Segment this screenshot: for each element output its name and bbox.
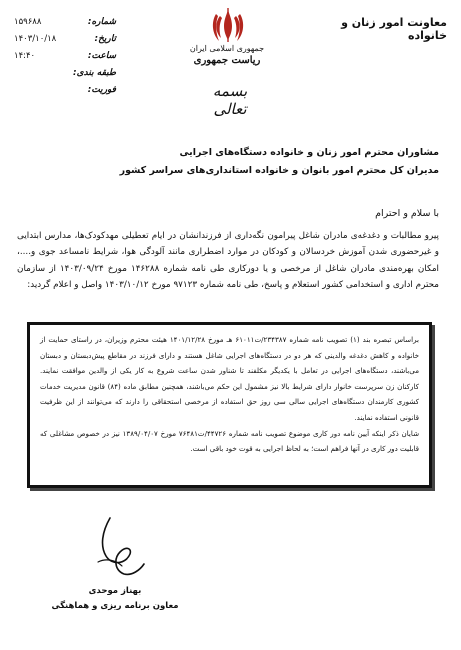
- greeting: با سلام و احترام: [375, 208, 439, 219]
- addressee-block: [19, 144, 439, 180]
- quote-paragraph-1: براساس تبصره بند (۱) تصویب نامه شماره ۲۳۴۳۸۷/ت۶۱۰۱۱ هـ مورخ ۱۴۰۱/۱۲/۲۸ هیئت محترم وزیران، در راستای حمایت از خانواده و کاهش دغدغه والدینی که هر دو در دستگاه‌های اجرایی شاغل هستند و دارای فرزند در مقاطع پیش‌دبستان و دبستان می‌باشند، دستگاه‌های اجرایی در تعامل با یکدیگر مکلفند تا شناور شدن ساعت شروع به کار یکی از والدین موافقت نمایند. کارکنان زن سرپرست خانوار دارای شرایط بالا نیز مشمول این حکم می‌باشند، همچنین مطابق ماده (۸۴) قانون مدیریت خدمات کشوری کارمندان دستگاه‌های اجرایی سالی سی روز حق استفاده از مرخصی استحقاقی را دارند که می‌توانند از این ظرفیت قانونی استفاده نمایند.: [40, 335, 419, 422]
- meta-urgency-row: [14, 82, 116, 99]
- presidency-text: ریاست جمهوری: [193, 55, 261, 66]
- addressee-line-1: مشاوران محترم امور زنان و خانواده دستگاه‌های اجرایی: [179, 147, 439, 158]
- signatory-name: بهناز موحدی: [88, 586, 142, 596]
- quoted-regulation-box: [27, 322, 432, 488]
- meta-time-value: ۱۴:۴۰: [14, 51, 36, 61]
- organization-title: معاونت امور زنان و خانواده: [341, 16, 447, 42]
- letter-body: پیرو مطالبات و دغدغه‌ی مادران شاغل پیرامون نگه‌داری از فرزندانشان در ایام تعطیلی مهدکودک‌ها، مدارس ابتدایی و غیرحضوری شدن آموزش خردسالان و کودکان در موارد اضطراری مانند آلودگی هوا، شرایط نامساعد جوی و....، امکان بهره‌مندی مادران شاغل از مرخصی و یا دورکاری طی نامه شماره ۱۴۶۲۸۸ مورخ ۱۴۰۳/۰۹/۲۴ از سازمان محترم اداری و استخدامی کشور استعلام و پاسخ، طی نامه شماره ۹۷۱۲۳ مورخ ۱۴۰۳/۱۰/۱۲ واصل و اعلام گردید:: [17, 231, 440, 291]
- republic-text: جمهوری اسلامی ایران: [189, 44, 265, 53]
- meta-number-value: ۱۵۹۶۸۸: [14, 17, 42, 27]
- meta-number-label: شماره:: [87, 17, 116, 27]
- meta-number-row: [14, 14, 116, 31]
- meta-urgency-label: فوریت:: [87, 85, 116, 95]
- quote-paragraph-2: شایان ذکر اینکه آیین نامه دور کاری موضوع تصویب نامه شماره ۴۴۷۲۶/ت۷۶۴۸۱ مورخ ۱۳۸۹/۰۴/۰۷ نیز در خصوص مشاغلی که قابلیت دور کاری در آنها فراهم است؛ به لحاظ اجرایی به قوت خود باقی است.: [40, 428, 420, 454]
- meta-classification-label: طبقه بندی:: [73, 68, 116, 78]
- basmala-motto: بسمه تعالی: [212, 82, 248, 118]
- meta-date-value: ۱۴۰۳/۱۰/۱۸: [14, 34, 57, 44]
- iran-emblem-icon: [210, 6, 246, 46]
- meta-time-label: ساعت:: [87, 51, 116, 61]
- signatory-title: معاون برنامه ریزی و هماهنگی: [51, 601, 179, 611]
- meta-time-row: [14, 48, 116, 65]
- meta-date-label: تاریخ:: [94, 34, 116, 44]
- handwritten-signature: [80, 512, 150, 582]
- addressee-line-2: مدیران کل محترم امور بانوان و خانواده استانداری‌های سراسر کشور: [119, 165, 439, 176]
- letter-metadata: [14, 14, 116, 99]
- meta-classification-row: [14, 65, 116, 82]
- meta-date-row: [14, 31, 116, 48]
